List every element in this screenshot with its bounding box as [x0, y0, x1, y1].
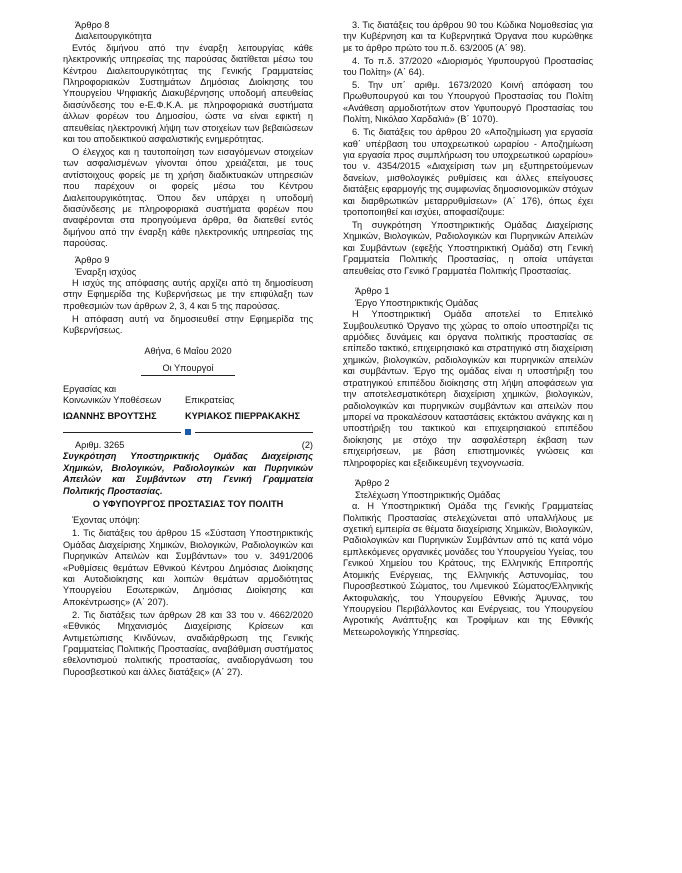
article-2-paragraph-1: α. Η Υποστηρικτική Ομάδα της Γενικής Γραμματείας Πολιτικής Προστασίας στελεχώνεται από υπαλλήλους με σχετική εμπειρία σε θέματα διαχείρισης Χημικών, Βιολογικών, Ραδιολογικών και Πυρηνικών Συμβάντων από τις κατά νόμο εμπλεκόμενες οργανικές μονάδες του Υπουργείου Υγείας, του Γενικού Χημείου του Κράτους, της Ελληνικής Επιτροπής Ατομικής Ενέργειας, της Ελληνικής Αστυνομίας, του Πυροσβεστικού Σώματος, του Λιμενικού Σώματος/Ελληνικής Ακτοφυλακής, του Υπουργείου Εθνικής Άμυνας, του Υπουργείου Περιβάλλοντος και Ενέργειας, του Υπουργείου Αγροτικής Ανάπτυξης και Τροφίμων και της Εθνικής Μετεωρολογικής Υπηρεσίας. [343, 501, 593, 637]
article-1-heading [355, 286, 593, 309]
recital-6: 6. Τις διατάξεις του άρθρου 20 «Αποζημίωση για εργασία καθ΄ υπέρβαση του υποχρεωτικού ωραρίου - Αποζημίωση για εργασία προς συμπλήρωση του υποχρεωτικού ωραρίου» του ν. 4354/2015 «Διαχείριση των μη εξυπηρετούμενων δανείων, μισθολογικές ρυθμίσεις και άλλες επείγουσες διατάξεις εφαρμογής της συμφωνίας δημοσιονομικών στόχων και διαρθρωτικών μεταρρυθμίσεων» (Α΄ 176), όπως έχει τροποποιηθεί και ισχύει, αποφασίζουμε: [343, 127, 593, 217]
signature-names [63, 411, 313, 422]
article-1-number: Άρθρο 1 [355, 286, 390, 297]
section-divider [63, 426, 313, 438]
recital-3: 3. Τις διατάξεις του άρθρου 90 του Κώδικα Νομοθεσίας για την Κυβέρνηση και τα Κυβερνητικά Όργανα που κυρώθηκε με το άρθρο πρώτο του π.δ. 63/2005 (Α΄ 98). [343, 20, 593, 53]
article-9-heading [75, 255, 313, 278]
signature-block [63, 384, 313, 407]
signature-rule [141, 375, 235, 376]
decree-number-row [75, 440, 313, 451]
signatory-2-ministry: Επικρατείας [185, 395, 235, 406]
article-2-number: Άρθρο 2 [355, 478, 390, 489]
signatory-1-ministry-line-1: Εργασίας και [63, 383, 117, 394]
right-column [343, 20, 593, 640]
recital-1: 1. Τις διατάξεις του άρθρου 15 «Σύσταση Υποστηρικτικής Ομάδας Διαχείρισης Χημικών, Βιολογικών, Ραδιολογικών και Πυρηνικών Απειλών και Συμβάντων» του ν. 3491/2006 «Ρυθμίσεις θεμάτων Εθνικού Κέντρου Δημόσιας Διοίκησης και Αυτοδιοίκησης και λοιπών θεμάτων αρμοδιότητας Υπουργείου Εσωτερικών, Δημόσιας Διοίκησης και Αποκέντρωσης» (Α΄ 207). [63, 528, 313, 607]
signatory-1-name: ΙΩΑΝΝΗΣ ΒΡΟΥΤΣΗΣ [63, 410, 157, 421]
decree-number: Αριθμ. 3265 [75, 440, 125, 450]
recital-2: 2. Τις διατάξεις των άρθρων 28 και 33 του ν. 4662/2020 «Εθνικός Μηχανισμός Διαχείρισης Κρίσεων και Αντιμετώπισης Κινδύνων, αναδιάρθρωση της Γενικής Γραμματείας Πολιτικής Προστασίας, αναβάθμιση συστήματος εθελοντισμού πολιτικής προστασίας, αναδιοργάνωση του Πυροσβεστικού και άλλες διατάξεις» (Α΄ 27). [63, 609, 313, 677]
article-8-heading [75, 20, 313, 43]
article-9-title: Έναρξη ισχύος [75, 266, 137, 277]
article-8-title: Διαλειτουργικότητα [75, 31, 152, 42]
article-9-paragraph-2: Η απόφαση αυτή να δημοσιευθεί στην Εφημερίδα της Κυβερνήσεως. [63, 313, 313, 336]
signatory-2-name: ΚΥΡΙΑΚΟΣ ΠΙΕΡΡΑΚΑΚΗΣ [185, 410, 301, 421]
article-2-heading [355, 478, 593, 501]
left-column [63, 20, 313, 680]
article-1-paragraph-1: Η Υποστηρικτική Ομάδα αποτελεί το Επιτελικό Συμβουλευτικό Όργανο της χώρας το οποίο υποστηρίζει τις αρμόδιες δυνάμεις και όργανα πολιτικής προστασίας σε επίπεδο τακτικό, επιχειρησιακό και στρατηγικό στη διαχείριση χημικών, βιολογικών, ραδιολογικών και πυρηνικών απειλών και συμβάντων. Έργο της ομάδας είναι η υποστήριξη του στρατηγικού επιπέδου διοίκησης στη λήψη αποφάσεων για την αποτελεσματικότερη διαχείριση χημικών, βιολογικών, ραδιολογικών και πυρηνικών συμβάντων και απειλών που μπορεί να προκαλέσουν καταστάσεις εκτάκτου ανάγκης και η υποστήριξη του τακτικού και επιχειρησιακού επιπέδου διοίκησης με στόχο την ασφαλέστερη έκβαση των επιχειρήσεων, με βάση επιστημονικές γνώσεις και πληροφορίες και εξειδικευμένη τεχνογνωσία. [343, 309, 593, 468]
signatory-1-ministry-line-2: Κοινωνικών Υποθέσεων [63, 395, 162, 406]
decree-title: Συγκρότηση Υποστηρικτικής Ομάδας Διαχείρισης Χημικών, Βιολογικών, Ραδιολογικών και Πυρηνικών Απειλών και Συμβάντων στη Γενική Γραμματεία Πολιτικής Προστασίας. [63, 451, 313, 496]
decree-sequence: (2) [301, 440, 313, 450]
divider-square-icon [185, 429, 191, 435]
minister-heading: Ο ΥΦΥΠΟΥΡΓΟΣ ΠΡΟΣΤΑΣΙΑΣ ΤΟΥ ΠΟΛΙΤΗ [92, 498, 284, 509]
article-9-number: Άρθρο 9 [75, 255, 110, 266]
article-8-paragraph-1: Εντός διμήνου από την έναρξη λειτουργίας κάθε ηλεκτρονικής υπηρεσίας της παρούσας διατίθεται μέσω του Κέντρου Διαλειτουργικότητας της Γενικής Γραμματείας Πληροφοριακών Συστημάτων Δημόσιας Διοίκησης του Υπουργείου Ψηφιακής Διακυβέρνησης υποδομή απευθείας διασύνδεσης του e-Ε.Φ.Κ.Α. με πληροφοριακά συστήματα άλλων φορέων του Δημοσίου, ώστε να είναι εφικτή η απευθείας ηλεκτρονική λήψη των στοιχείων των βεβαιώσεων και του αποδεικτικού ασφαλιστικής ενημερότητας. [63, 42, 313, 145]
article-8-paragraph-2: Ο έλεγχος και η ταυτοποίηση των εισαγόμενων στοιχείων των ασφαλισμένων γίνονται όπου χρειάζεται, με τους αντίστοιχους φορείς με τη χρήση διαδικτυακών υπηρεσιών που παρέχουν οι φορείς μέσω του Κέντρου Διαλειτουργικότητας. Όπου δεν υπάρχει η υποδομή διασύνδεσης με πληροφοριακά συστήματα φορέων που αναφέρονται στα προηγούμενα άρθρα, θα διατεθεί εντός διμήνου από την έναρξη κάθε ηλεκτρονικής υπηρεσίας της παρούσας. [63, 146, 313, 249]
recital-4: 4. Το π.δ. 37/2020 «Διορισμός Υφυπουργού Προστασίας του Πολίτη» (Α΄ 64). [343, 55, 593, 78]
article-2-title: Στελέχωση Υποστηρικτικής Ομάδας [355, 489, 501, 500]
article-8-number: Άρθρο 8 [75, 20, 110, 30]
decision-text: Τη συγκρότηση Υποστηρικτικής Ομάδας Διαχείρισης Χημικών, Βιολογικών, Ραδιολογικών και Πυρηνικών Απειλών και Συμβάντων (εφεξής Υποστηρικτική Ομάδα) στη Γενική Γραμματεία Πολιτικής Προστασίας, η οποία υπάγεται απευθείας στο Γενικό Γραμματέα Πολιτικής Προστασίας. [343, 219, 593, 276]
article-9-paragraph-1: Η ισχύς της απόφασης αυτής αρχίζει από τη δημοσίευση στην Εφημερίδα της Κυβερνήσεως με την επιφύλαξη των προθεσμιών των άρθρων 2, 3, 4 και 5 της παρούσας. [63, 277, 313, 311]
having-regard: Έχοντας υπόψη: [72, 515, 140, 526]
article-1-title: Έργο Υποστηρικτικής Ομάδας [355, 297, 479, 308]
recital-5: 5. Την υπ΄ αριθμ. 1673/2020 Κοινή απόφαση του Πρωθυπουργού και του Υπουργού Προστασίας του Πολίτη «Ανάθεση αρμοδιοτήτων στον Υφυπουργό Προστασίας του Πολίτη, Νικόλαο Χαρδαλιά» (Β΄ 1070). [343, 80, 593, 125]
place-date: Αθήνα, 6 Μαΐου 2020 [144, 345, 232, 356]
ministers-label: Οι Υπουργοί [162, 362, 214, 373]
